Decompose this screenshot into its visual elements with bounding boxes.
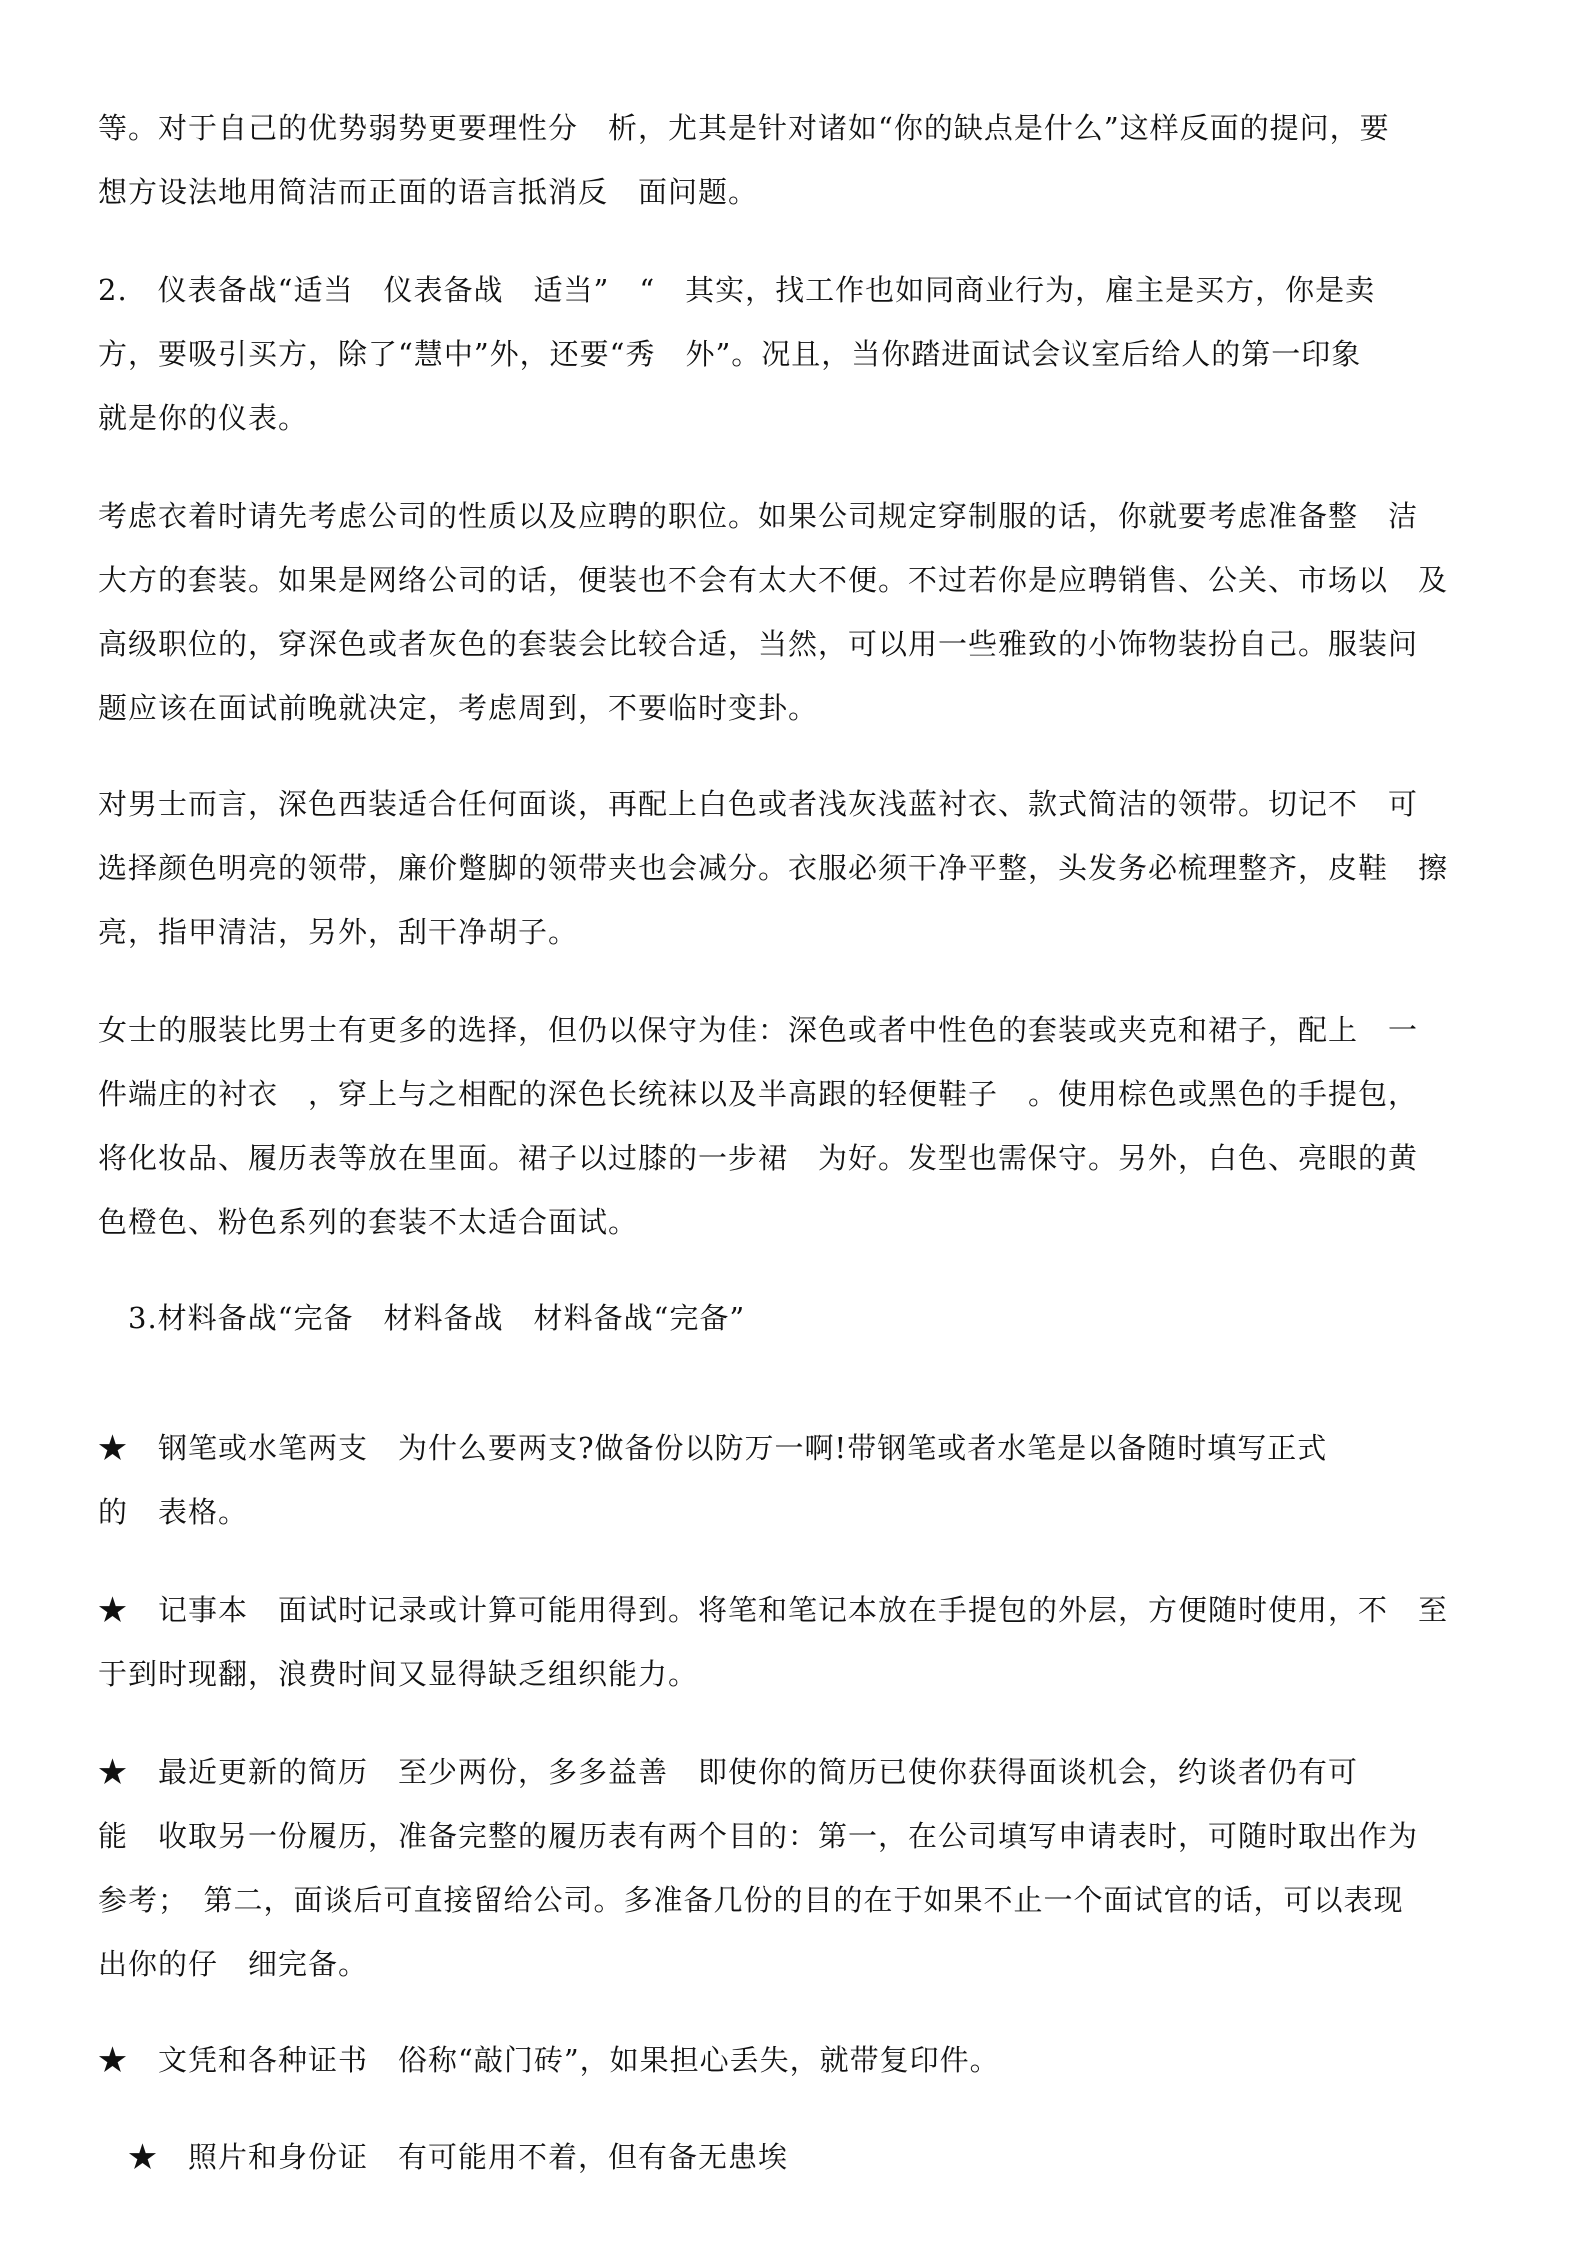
text-line: 能 收取另一份履历，准备完整的履历表有两个目的：第一，在公司填写申请表时，可随时取出作为 xyxy=(98,1819,1419,1853)
list-item-certificates xyxy=(98,2028,1498,2092)
text-line: 3.材料备战“完备 材料备战 材料备战“完备” xyxy=(98,1301,746,1335)
list-item-resume xyxy=(98,1740,1498,1996)
text-line: ★ 钢笔或水笔两支 为什么要两支?做备份以防万一啊!带钢笔或者水笔是以备随时填写正式 xyxy=(98,1431,1328,1465)
text-line: 等。对于自己的优势弱势更要理性分 析，尤其是针对诸如“你的缺点是什么”这样反面的提问，要 xyxy=(98,111,1390,145)
text-line: ★ 记事本 面试时记录或计算可能用得到。将笔和笔记本放在手提包的外层，方便随时使用，不 至 xyxy=(98,1593,1449,1627)
text-line: 女士的服装比男士有更多的选择，但仍以保守为佳：深色或者中性色的套装或夹克和裙子，配上 一 xyxy=(98,1013,1419,1047)
text-line: 选择颜色明亮的领带，廉价蹩脚的领带夹也会减分。衣服必须干净平整，头发务必梳理整齐，皮鞋 擦 xyxy=(98,851,1449,885)
paragraph-men-clothing xyxy=(98,772,1498,964)
text-line: 于到时现翻，浪费时间又显得缺乏组织能力。 xyxy=(98,1657,699,1691)
text-line: ★ 文凭和各种证书 俗称“敲门砖”，如果担心丢失，就带复印件。 xyxy=(98,2043,1000,2077)
text-line: 的 表格。 xyxy=(98,1495,249,1529)
text-line: 考虑衣着时请先考虑公司的性质以及应聘的职位。如果公司规定穿制服的话，你就要考虑准备整 洁 xyxy=(98,499,1419,533)
list-item-notebook xyxy=(98,1578,1498,1706)
text-line: 就是你的仪表。 xyxy=(98,401,309,435)
paragraph-materials-heading xyxy=(98,1286,1498,1350)
text-line: ★ 照片和身份证 有可能用不着，但有备无患埃 xyxy=(98,2140,789,2174)
paragraph-clothing-general xyxy=(98,484,1498,740)
text-line: 件端庄的衬衣 ，穿上与之相配的深色长统袜以及半高跟的轻便鞋子 。使用棕色或黑色的手提包， xyxy=(98,1077,1419,1111)
text-line: 大方的套装。如果是网络公司的话，便装也不会有太大不便。不过若你是应聘销售、公关、市场以 及 xyxy=(98,563,1449,597)
paragraph-appearance-heading xyxy=(98,258,1498,450)
text-line: 将化妆品、履历表等放在里面。裙子以过膝的一步裙 为好。发型也需保守。另外，白色、亮眼的黄 xyxy=(98,1141,1419,1175)
text-line: 亮，指甲清洁，另外，刮干净胡子。 xyxy=(98,915,579,949)
text-line: 题应该在面试前晚就决定，考虑周到，不要临时变卦。 xyxy=(98,691,819,725)
paragraph-women-clothing xyxy=(98,998,1498,1254)
text-line: 高级职位的，穿深色或者灰色的套装会比较合适，当然，可以用一些雅致的小饰物装扮自己。服装问 xyxy=(98,627,1419,661)
text-line: ★ 最近更新的简历 至少两份，多多益善 即使你的简历已使你获得面谈机会，约谈者仍有可 xyxy=(98,1755,1359,1789)
list-item-photo-id xyxy=(98,2125,1498,2189)
text-line: 方，要吸引买方，除了“慧中”外，还要“秀 外”。况且，当你踏进面试会议室后给人的第一印象 xyxy=(98,337,1362,371)
text-line: 参考； 第二，面谈后可直接留给公司。多准备几份的目的在于如果不止一个面试官的话，可以表现 xyxy=(98,1883,1404,1917)
text-line: 想方设法地用简洁而正面的语言抵消反 面问题。 xyxy=(98,175,759,209)
text-line: 对男士而言，深色西装适合任何面谈，再配上白色或者浅灰浅蓝衬衣、款式简洁的领带。切记不 可 xyxy=(98,787,1419,821)
text-line: 色橙色、粉色系列的套装不太适合面试。 xyxy=(98,1205,639,1239)
list-item-pens xyxy=(98,1416,1498,1544)
paragraph-analysis xyxy=(98,96,1498,224)
text-line: 出你的仔 细完备。 xyxy=(98,1947,369,1981)
text-line: 2. 仪表备战“适当 仪表备战 适当” “ 其实，找工作也如同商业行为，雇主是买方，你是卖 xyxy=(98,273,1376,307)
